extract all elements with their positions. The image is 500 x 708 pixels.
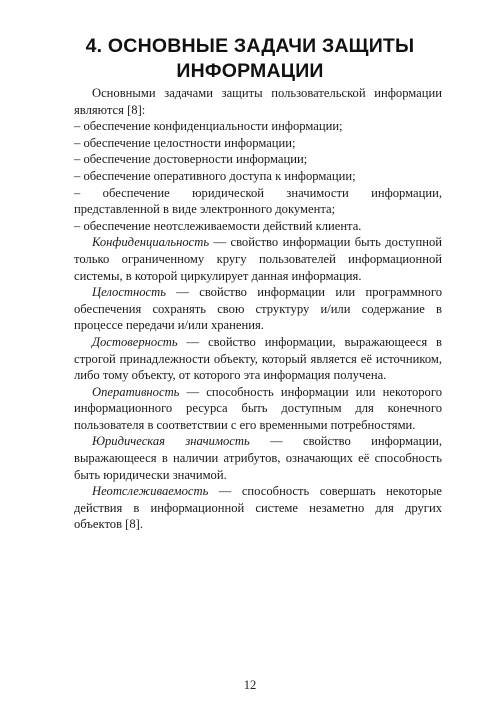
definition-text: — способность информации или некоторого информационного ресурса быть доступным для конечного пользователя в соответствии с его временными потребностями. <box>74 384 442 432</box>
task-item: – обеспечение конфиденциальности информации; <box>74 119 343 134</box>
task-item: – обеспечение достоверности информации; <box>74 152 308 167</box>
definition-term: Юридическая значимость <box>92 434 250 449</box>
section-heading-line-1: 4. ОСНОВНЫЕ ЗАДАЧИ ЗАЩИТЫ <box>85 35 415 57</box>
definition-term: Целостность <box>92 285 166 300</box>
definition-term: Достоверность <box>92 334 178 349</box>
definition-paragraph <box>74 234 442 284</box>
page-number: 12 <box>243 678 257 692</box>
definition-term: Оперативность <box>92 384 180 399</box>
definition-term: Неотслеживаемость <box>92 484 209 499</box>
task-item: – обеспечение целостности информации; <box>74 135 296 150</box>
definition-text: — свойство информации быть доступной только ограниченному кругу пользователей информационной системы, в которой циркулирует данная информация. <box>74 235 442 283</box>
definition-paragraph <box>74 384 442 434</box>
definition-text: — свойство информации, выражающееся в наличии атрибутов, означающих её способность быть юридически значимой. <box>74 434 442 482</box>
intro-paragraph: Основными задачами защиты пользовательской информации являются [8]: <box>74 86 442 117</box>
definition-text: — свойство информации, выражающееся в строгой принадлежности объекту, который является её источником, либо тому объекту, от которого эта информация получена. <box>74 334 442 383</box>
definition-paragraph <box>74 483 442 533</box>
definition-text: — способность совершать некоторые действия в информационной системе незаметно для других объектов [8]. <box>74 484 442 532</box>
definition-paragraph <box>74 284 442 334</box>
definition-paragraph <box>74 433 442 483</box>
definition-text: — свойство информации или программного обеспечения сохранять свою структуру и/или содержание в процессе передачи и/или хранения. <box>74 285 442 333</box>
body-text <box>74 85 442 533</box>
definition-term: Конфиденциальность <box>92 235 210 250</box>
task-item: – обеспечение неотслеживаемости действий клиента. <box>74 218 362 233</box>
definition-paragraph <box>74 334 442 384</box>
section-heading <box>60 34 440 84</box>
task-item: – обеспечение оперативного доступа к информации; <box>74 168 356 183</box>
task-item: – обеспечение юридической значимости информации, представленной в виде электронного документа; <box>74 185 442 217</box>
section-heading-line-2: ИНФОРМАЦИИ <box>176 60 324 82</box>
